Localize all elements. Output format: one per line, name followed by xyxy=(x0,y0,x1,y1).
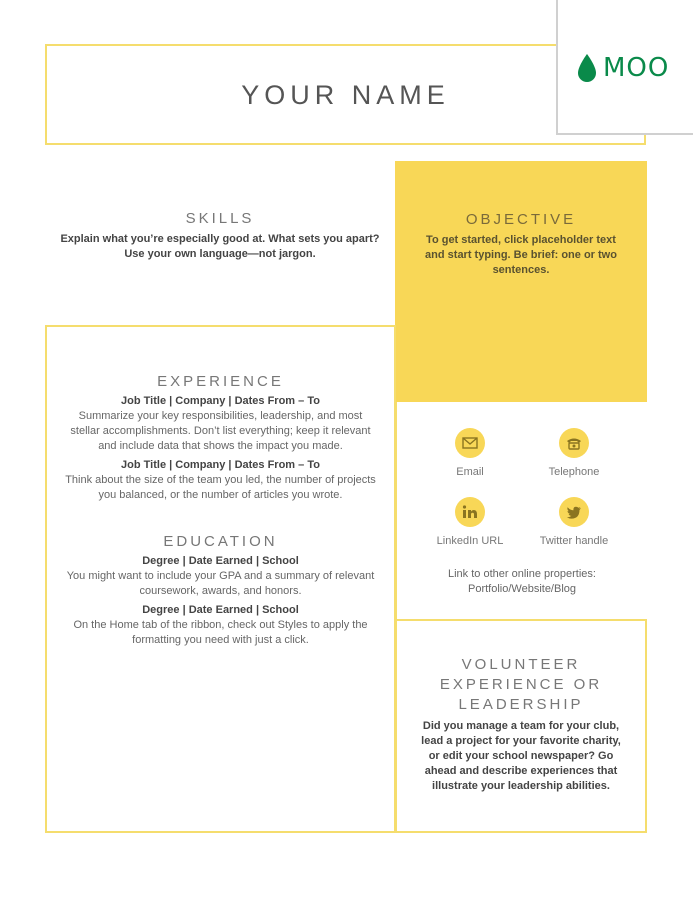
education-description[interactable]: You might want to include your GPA and a summary of relevant coursework, awards, and honors. xyxy=(66,570,375,597)
job-title-line[interactable]: Job Title | Company | Dates From – To xyxy=(121,459,320,471)
degree-line[interactable]: Degree | Date Earned | School xyxy=(142,604,299,616)
experience-education-panel xyxy=(45,325,396,833)
degree-line[interactable]: Degree | Date Earned | School xyxy=(142,555,299,567)
telephone-icon xyxy=(559,428,589,458)
contact-telephone[interactable] xyxy=(519,428,629,478)
moo-logo-text: MOO xyxy=(603,53,670,83)
contact-linkedin[interactable] xyxy=(415,497,525,547)
education-heading[interactable]: EDUCATION xyxy=(163,533,278,550)
job-description[interactable]: Think about the size of the team you led, the number of projects you balanced, or the number of articles you wrote. xyxy=(65,474,376,501)
email-label: Email xyxy=(456,466,484,478)
telephone-label: Telephone xyxy=(548,466,600,478)
twitter-icon xyxy=(559,497,589,527)
skills-heading[interactable]: SKILLS xyxy=(185,210,255,227)
moo-logo xyxy=(577,53,669,83)
your-name[interactable]: YOUR NAME xyxy=(241,80,450,110)
drop-icon xyxy=(577,53,597,83)
skills-section xyxy=(60,210,380,262)
volunteer-heading[interactable]: VOLUNTEER EXPERIENCE OR LEADERSHIP xyxy=(439,656,603,713)
objective-text[interactable]: To get started, click placeholder text and start typing. Be brief: one or two sentences. xyxy=(425,234,617,276)
contact-twitter[interactable] xyxy=(519,497,629,547)
objective-section xyxy=(395,161,647,403)
volunteer-section xyxy=(395,619,647,833)
objective-heading[interactable]: OBJECTIVE xyxy=(465,211,577,228)
experience-heading[interactable]: EXPERIENCE xyxy=(157,373,284,390)
twitter-label: Twitter handle xyxy=(539,535,609,547)
moo-badge xyxy=(556,0,693,135)
skills-text[interactable]: Explain what you’re especially good at. What sets you apart? Use your own language—not jargon. xyxy=(60,233,380,260)
linkedin-label: LinkedIn URL xyxy=(436,535,504,547)
linkedin-icon xyxy=(455,497,485,527)
online-properties-text[interactable]: Link to other online properties: Portfolio/Website/Blog xyxy=(448,568,596,595)
job-description[interactable]: Summarize your key responsibilities, leadership, and most stellar accomplishments. Don’t list everything; keep it relevant and include data that shows the impact you made. xyxy=(70,410,371,452)
volunteer-text[interactable]: Did you manage a team for your club, lead a project for your favorite charity, or edit your school newspaper? Go ahead and describe experiences that illustrate your leadership abilities. xyxy=(421,720,621,792)
email-icon xyxy=(455,428,485,458)
contact-section xyxy=(395,402,647,620)
education-description[interactable]: On the Home tab of the ribbon, check out Styles to apply the formatting you need with just a click. xyxy=(73,619,368,646)
job-title-line[interactable]: Job Title | Company | Dates From – To xyxy=(121,395,320,407)
contact-email[interactable] xyxy=(415,428,525,478)
